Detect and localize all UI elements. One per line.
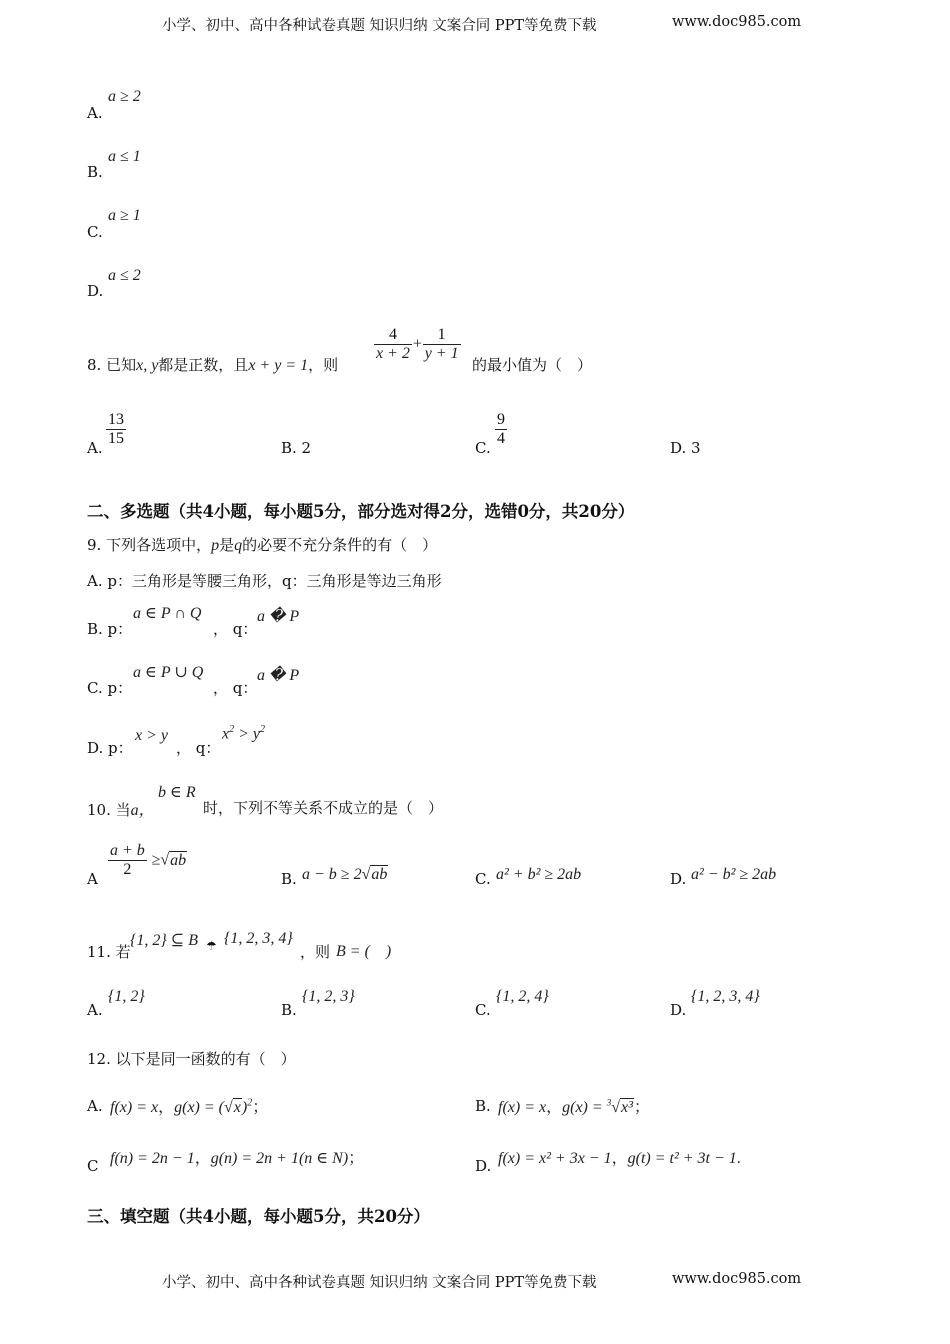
q8-f1-numerator: 4: [388, 326, 397, 343]
q9-option-c-label: C. p：: [87, 679, 133, 697]
q8-option-b: B. 2: [281, 439, 312, 457]
q7-option-d-label: D.: [87, 282, 104, 300]
q12-d-f: f(x) = x² + 3x − 1: [498, 1150, 612, 1167]
q12-c-g: g(n) = 2n + 1(n ∈ N): [210, 1150, 349, 1167]
q12-d-end: .: [736, 1150, 741, 1167]
q7-option-c-label: C.: [87, 223, 103, 241]
q12-b-sep: ，: [546, 1099, 563, 1116]
q9-option-b-q-label: ， q：: [213, 620, 258, 638]
q9-option-b-p: a ∈ P ∩ Q: [133, 605, 202, 622]
q8-option-c-label: C.: [475, 439, 491, 457]
q8-c-denominator: 4: [497, 430, 505, 447]
q11-option-c: {1, 2, 4}: [496, 988, 549, 1005]
q10-a-ge: ≥: [151, 851, 161, 869]
q11-option-d-label: D.: [670, 1001, 687, 1019]
q10-a-numerator: a + b: [110, 842, 145, 859]
q8-f2-denominator: y + 1: [424, 345, 459, 362]
q12-c-sep: ，: [194, 1150, 211, 1167]
q9-option-a: A. p：三角形是等腰三角形，q：三角形是等边三角形: [87, 572, 442, 590]
q11-option-d: {1, 2, 3, 4}: [691, 988, 760, 1005]
q7-option-a-label: A.: [87, 104, 103, 122]
q12-b-end: ；: [633, 1099, 650, 1116]
q8-expression: [374, 326, 461, 363]
q8-option-a-value: [106, 411, 126, 448]
q10-var-a: a，: [130, 802, 155, 819]
q7-option-d-math: a ≤ 2: [108, 267, 141, 284]
q11-mid: ，则: [300, 943, 331, 961]
q12-d-sep: ，: [611, 1150, 628, 1167]
q9-option-b-label: B. p：: [87, 620, 133, 638]
section-3-title: 三、填空题（共4小题，每小题5分，共20分）: [87, 1207, 430, 1226]
q10-option-d-label: D.: [670, 870, 687, 888]
q8-mid: 都是正数，且: [158, 356, 249, 374]
q9-option-d-p: x > y: [135, 727, 168, 744]
q11-option-c-label: C.: [475, 1001, 491, 1019]
q8-condition: x + y = 1: [248, 357, 309, 374]
q9-option-c-q: a � P: [257, 667, 300, 684]
q12-a-f: f(x) = x: [110, 1099, 159, 1116]
q10-option-c-label: C.: [475, 870, 491, 888]
q10-option-b-math: a − b ≥ 2√ab: [302, 866, 388, 883]
q8-fraction-1: [374, 326, 412, 363]
q8-a-numerator: 13: [108, 411, 124, 428]
q12-a-end: ；: [252, 1099, 269, 1116]
q12-stem: 12. 以下是同一函数的有（ ）: [87, 1050, 296, 1068]
q7-option-b-math: a ≤ 1: [108, 148, 141, 165]
q11-subset: {1, 2} ⊆ B: [130, 932, 198, 949]
q11-prefix: 11. 若: [87, 943, 131, 961]
q10-option-b-label: B.: [281, 870, 297, 888]
q12-b-f: f(x) = x: [498, 1099, 547, 1116]
q9-option-c-p: a ∈ P ∪ Q: [133, 664, 204, 681]
q12-b-g: g(x) =: [562, 1099, 607, 1116]
q9-stem-a: 9. 下列各选项中，: [87, 536, 212, 554]
q8-prefix: 8. 已知: [87, 356, 137, 374]
q10-option-a-label: A: [87, 870, 98, 888]
q11-proper-subset-symbol: ☂: [206, 939, 217, 953]
q10-suffix: 时，下列不等关系不成立的是（ ）: [203, 799, 444, 817]
q12-a-close: ): [241, 1099, 248, 1116]
q11-question: B = ( ): [336, 943, 392, 960]
q12-option-a-math: f(x) = x，$g(x) = (√x)^2$；: [110, 1097, 269, 1116]
q7-option-a-math: a ≥ 2: [108, 88, 141, 105]
q8-vars: x, y: [136, 357, 159, 374]
q12-option-a-label: A.: [87, 1097, 103, 1115]
q12-option-d-math: [498, 1145, 741, 1168]
q10-prefix: [87, 797, 155, 820]
q9-dq-x: x: [222, 725, 230, 743]
q11-option-b-label: B.: [281, 1001, 297, 1019]
q11-superset: {1, 2, 3, 4}: [224, 930, 293, 947]
q12-b-root: x³: [620, 1099, 633, 1116]
q9-p: p: [211, 537, 220, 554]
q8-a-denominator: 15: [108, 430, 124, 447]
q11-option-a-label: A.: [87, 1001, 103, 1019]
q12-option-c-math: [110, 1145, 364, 1168]
q12-a-sep: ，: [158, 1099, 175, 1116]
q8-suffix: 的最小值为（ ）: [472, 356, 593, 374]
q7-option-b-label: B.: [87, 163, 103, 181]
q8-option-d: D. 3: [670, 439, 701, 457]
q12-d-g: g(t) = t² + 3t − 1: [627, 1150, 737, 1167]
q9-option-d-q: [222, 724, 265, 743]
q12-b-root-index: 3: [606, 1097, 612, 1108]
q10-a-denominator: 2: [108, 860, 147, 879]
q8-fraction-2: [423, 326, 461, 363]
q8-plus: +: [411, 335, 423, 353]
q11-option-a: {1, 2}: [108, 988, 145, 1005]
page-footer-url: www.doc985.com: [672, 1271, 802, 1287]
q12-option-c-label: C: [87, 1157, 99, 1175]
page-header-url: www.doc985.com: [672, 14, 802, 30]
q8-f1-denominator: x + 2: [376, 345, 410, 362]
q9-q: q: [234, 537, 243, 554]
q9-dq-y-exp: 2: [260, 724, 266, 735]
page-header-text: 小学、初中、高中各种试卷真题 知识归纳 文案合同 PPT等免费下载: [162, 18, 597, 34]
q10-option-c-math: a² + b² ≥ 2ab: [496, 866, 582, 883]
q8-option-c-value: [495, 411, 507, 448]
q8-then: ，则: [308, 356, 339, 374]
q12-c-end: ；: [348, 1150, 365, 1167]
q10-prefix-text: 10. 当: [87, 801, 131, 819]
q9-stem-c: 的必要不充分条件的有（ ）: [242, 536, 438, 554]
q9-option-d-q-label: ， q：: [176, 739, 221, 757]
q12-option-b-math: f(x) = x，g(x) = $^3$√x³；: [498, 1097, 650, 1116]
q8-stem: [87, 354, 338, 375]
q9-dq-x-exp: 2: [229, 724, 235, 735]
q10-a-root: ab: [170, 851, 187, 869]
page-footer-text: 小学、初中、高中各种试卷真题 知识归纳 文案合同 PPT等免费下载: [162, 1275, 597, 1291]
q8-f2-numerator: 1: [437, 326, 446, 343]
q9-stem: [87, 534, 437, 555]
q12-a-g: g(x) = (: [174, 1099, 225, 1116]
q12-option-b-label: B.: [475, 1097, 491, 1115]
q12-a-root: x: [233, 1099, 241, 1116]
q9-dq-rest: > y: [234, 725, 261, 743]
q10-b-root: ab: [371, 866, 388, 883]
q9-option-c-q-label: ， q：: [213, 679, 258, 697]
q9-stem-b: 是: [219, 536, 235, 554]
q12-option-d-label: D.: [475, 1157, 492, 1175]
q11-option-b: {1, 2, 3}: [302, 988, 355, 1005]
q10-b-text: a − b ≥ 2: [302, 866, 362, 883]
q12-a-exp: 2: [247, 1097, 253, 1109]
q10-option-a-math: $\frac{a + b}{2}$ ≥√ab: [110, 842, 187, 878]
q9-option-d-label: D. p：: [87, 739, 133, 757]
q10-condition: b ∈ R: [158, 784, 196, 801]
q10-option-d-math: a² − b² ≥ 2ab: [691, 866, 777, 883]
section-2-title: 二、多选题（共4小题，每小题5分，部分选对得2分，选错0分，共20分）: [87, 502, 635, 521]
q12-c-f: f(n) = 2n − 1: [110, 1150, 195, 1167]
q8-option-a-label: A.: [87, 439, 103, 457]
q9-option-b-q: a � P: [257, 608, 300, 625]
q7-option-c-math: a ≥ 1: [108, 207, 141, 224]
q8-c-numerator: 9: [497, 411, 505, 428]
